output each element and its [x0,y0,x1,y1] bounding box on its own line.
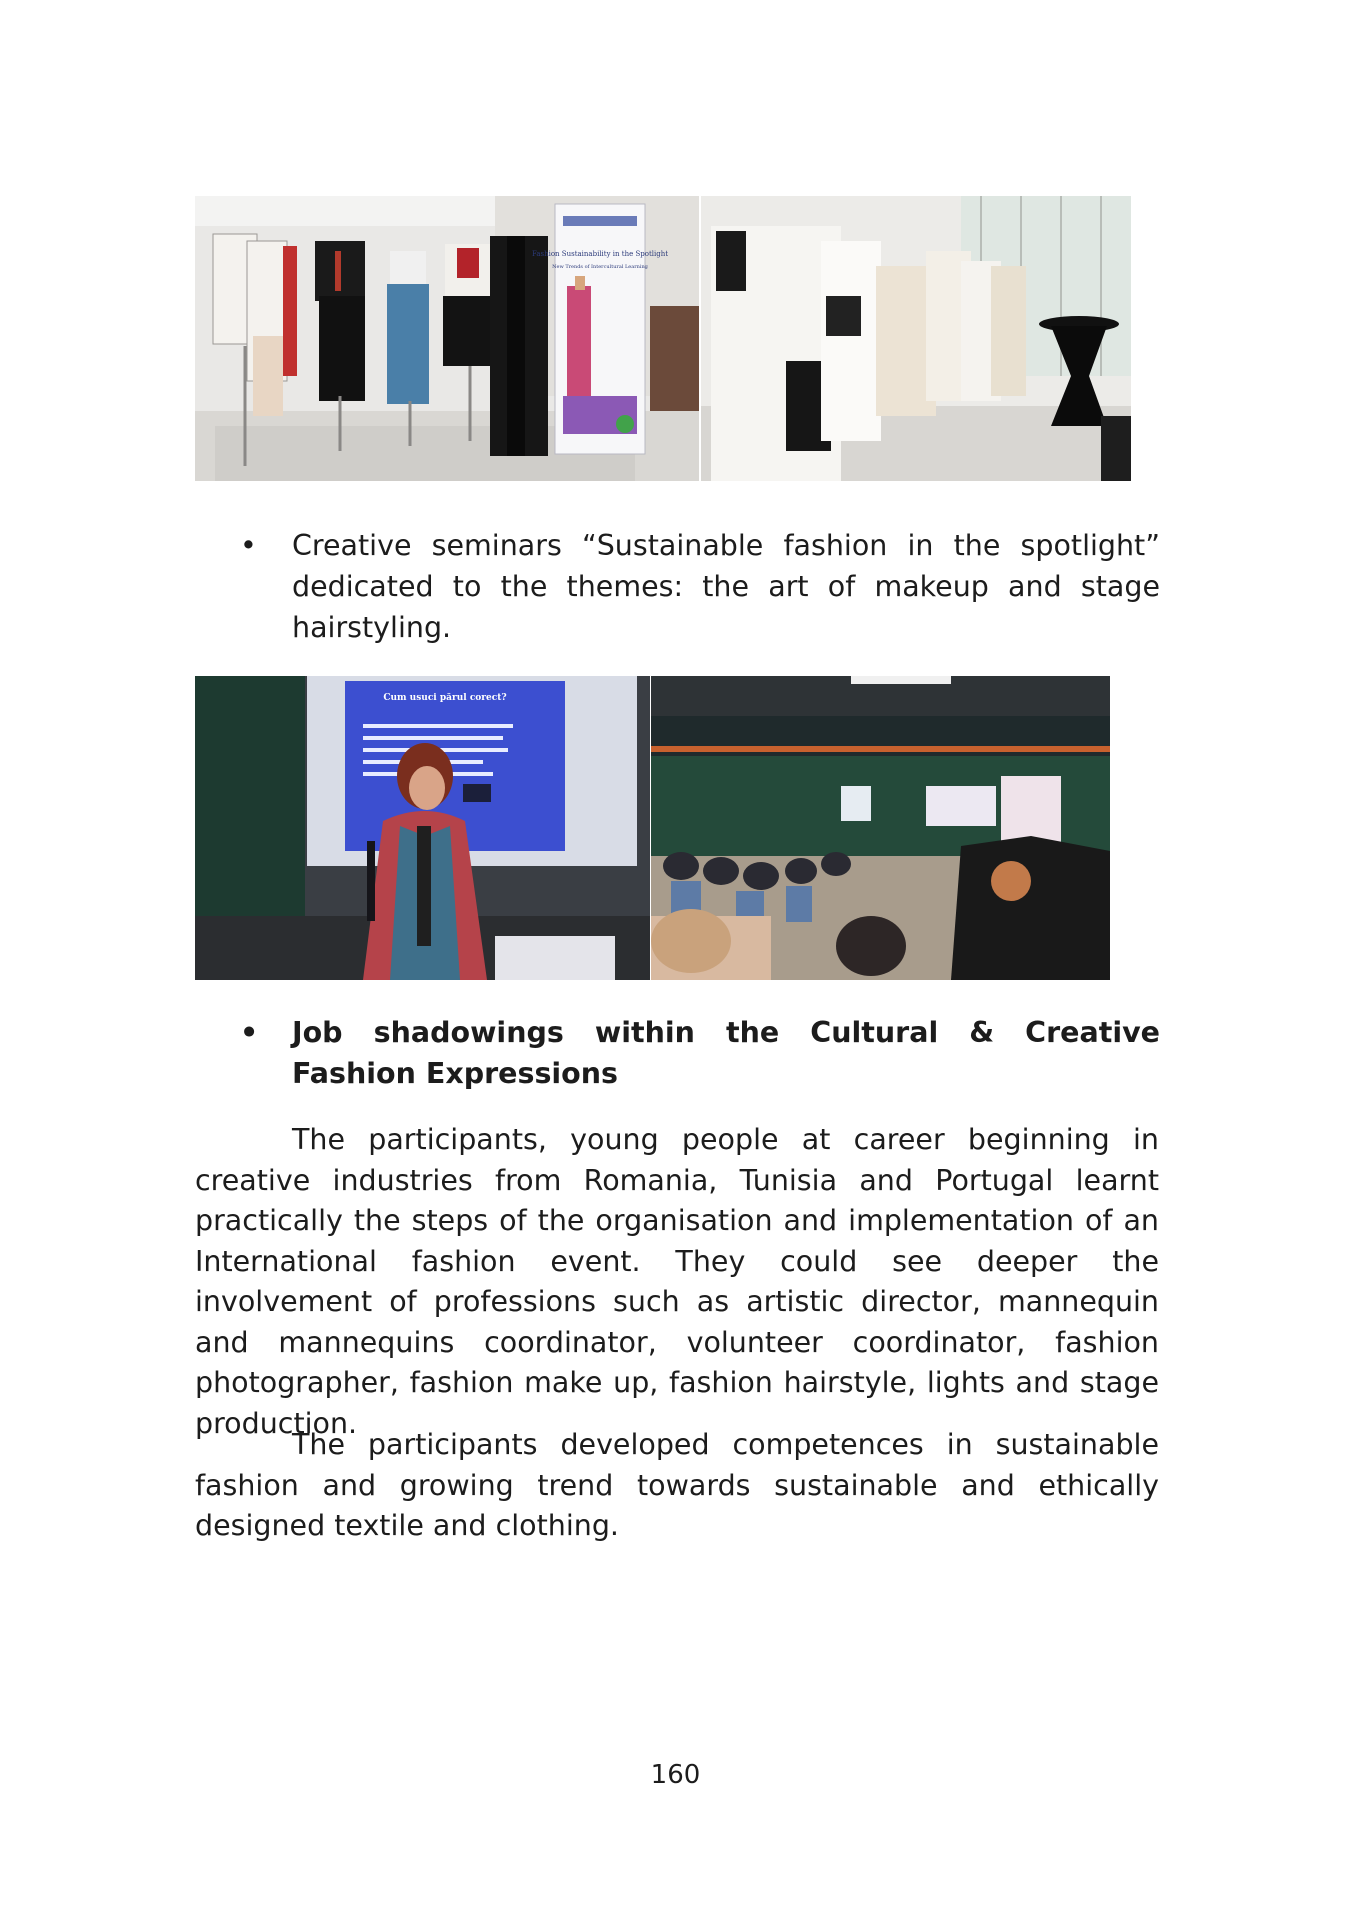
banner-title: Fashion Sustainability in the Spotlight [531,250,669,258]
body-paragraph: The participants, young people at career beginning in creative industries from Romania, Tunisia and Portugal learnt practically the steps of the organisation and implementation of an International fashion event. They could see deeper the involvement of professions such as artistic director, mannequin and mannequins coordinator, volunteer coordinator, fashion photographer, fashion make up, fashion hairstyle, lights and stage production. [195,1123,1159,1440]
seminar-photo-right [651,676,1110,980]
exhibition-photo-left [195,196,699,481]
seminar-photo-left [195,676,650,980]
slide-title: Cum usuci părul corect? [383,693,507,703]
page-number: 160 [650,1760,701,1790]
bullet-marker: • [240,529,257,562]
banner-subtitle: New Trends of Intercultural Learning [552,264,648,270]
body-paragraph: The participants developed competences in sustainable fashion and growing trend towards sustainable and ethically designed textile and clothing. [195,1428,1159,1542]
speaker-image [195,676,650,980]
audience-image [651,676,1110,980]
exhibition-booth-image [195,196,699,481]
exhibition-photo-right [701,196,1131,481]
bullet-marker: • [240,1016,259,1049]
bullet-text: Creative seminars “Sustainable fashion in the spotlight” dedicated to the themes: the art of makeup and stage hairstyling. [292,529,1160,644]
bullet-text: Job shadowings within the Cultural & Creative Fashion Expressions [292,1016,1160,1090]
white-garments-image [701,196,1131,481]
